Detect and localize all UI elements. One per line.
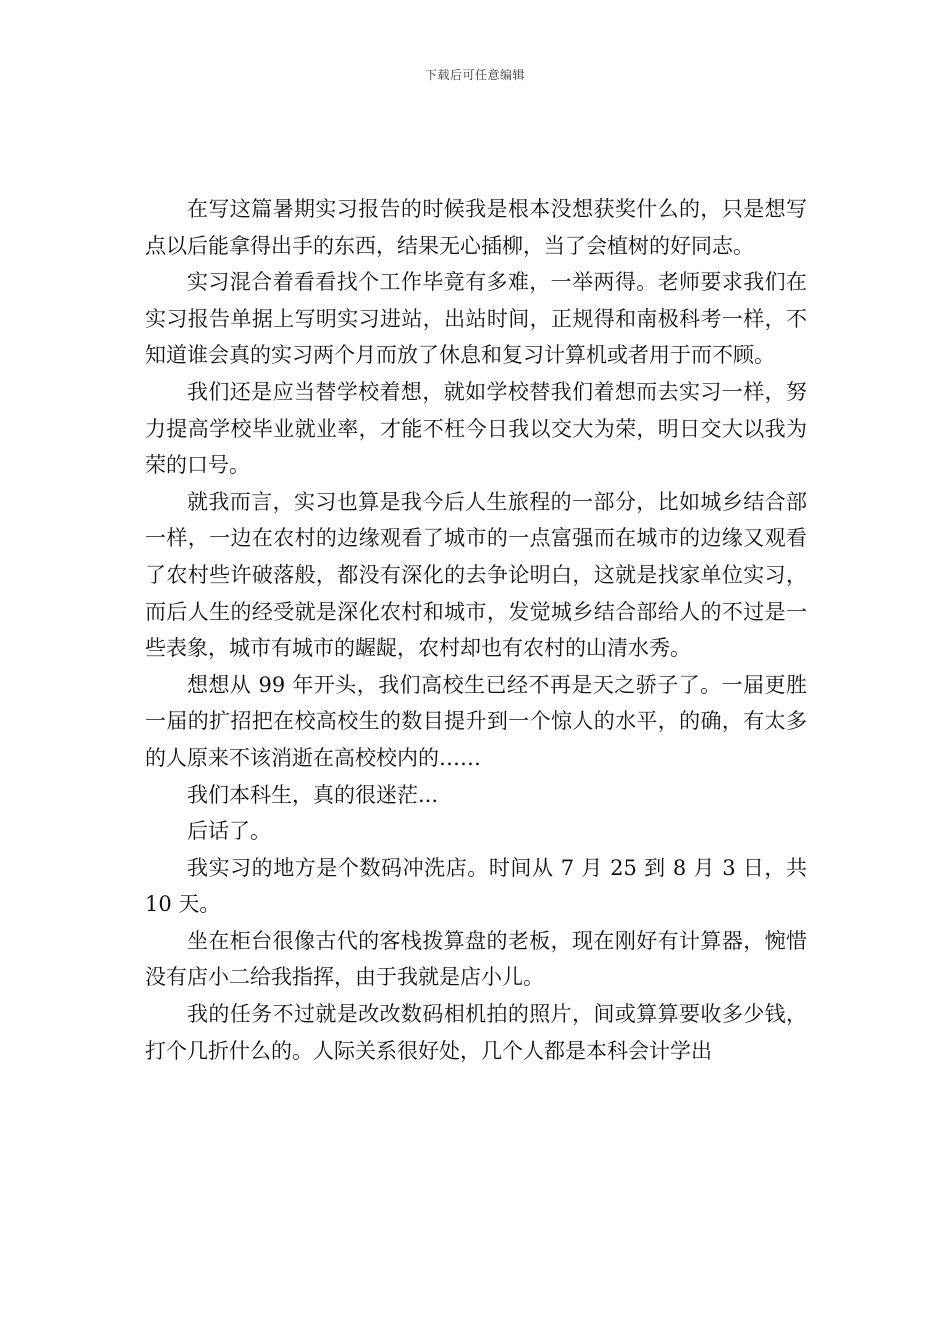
document-body xyxy=(145,191,807,1069)
paragraph: 实习混合着看看找个工作毕竟有多难，一举两得。老师要求我们在实习报告单据上写明实习进站，出站时间，正规得和南极科考一样，不知道谁会真的实习两个月而放了休息和复习计算机或者用于而不顾。 xyxy=(145,270,807,368)
paragraph: 我的任务不过就是改改数码相机拍的照片，间或算算要收多少钱，打个几折什么的。人际关系很好处，几个人都是本科会计学出 xyxy=(145,1002,807,1063)
paragraph: 我实习的地方是个数码冲洗店。时间从 7 月 25 到 8 月 3 日，共 10 天。 xyxy=(145,855,807,917)
paragraph: 坐在柜台很像古代的客栈拨算盘的老板，现在刚好有计算器，惋惜没有店小二给我指挥，由于我就是店小儿。 xyxy=(145,928,807,990)
paragraph: 后话了。 xyxy=(187,819,271,844)
paragraph: 我们还是应当替学校着想，就如学校替我们着想而去实习一样，努力提高学校毕业就业率，才能不枉今日我以交大为荣，明日交大以我为荣的口号。 xyxy=(145,379,807,478)
page-header-caption: 下载后可任意编辑 xyxy=(424,68,525,82)
paragraph: 在写这篇暑期实习报告的时候我是根本没想获奖什么的，只是想写点以后能拿得出手的东西，结果无心插柳，当了会植树的好同志。 xyxy=(145,197,807,258)
paragraph: 就我而言，实习也算是我今后人生旅程的一部分，比如城乡结合部一样，一边在农村的边缘观看了城市的一点富强而在城市的边缘又观看了农村些许破落般，都没有深化的去争论明白，这就是找家单位实习，而后人生的经受就是深化农村和城市，发觉城乡结合部给人的不过是一些表象，城市有城市的龌龊，农村却也有农村的山清水秀。 xyxy=(145,489,807,661)
paragraph: 我们本科生，真的很迷茫... xyxy=(187,782,439,807)
paragraph: 想想从 99 年开头，我们高校生已经不再是天之骄子了。一届更胜一届的扩招把在校高校生的数目提升到一个惊人的水平，的确，有太多的人原来不该消逝在高校校内的…… xyxy=(145,672,807,770)
